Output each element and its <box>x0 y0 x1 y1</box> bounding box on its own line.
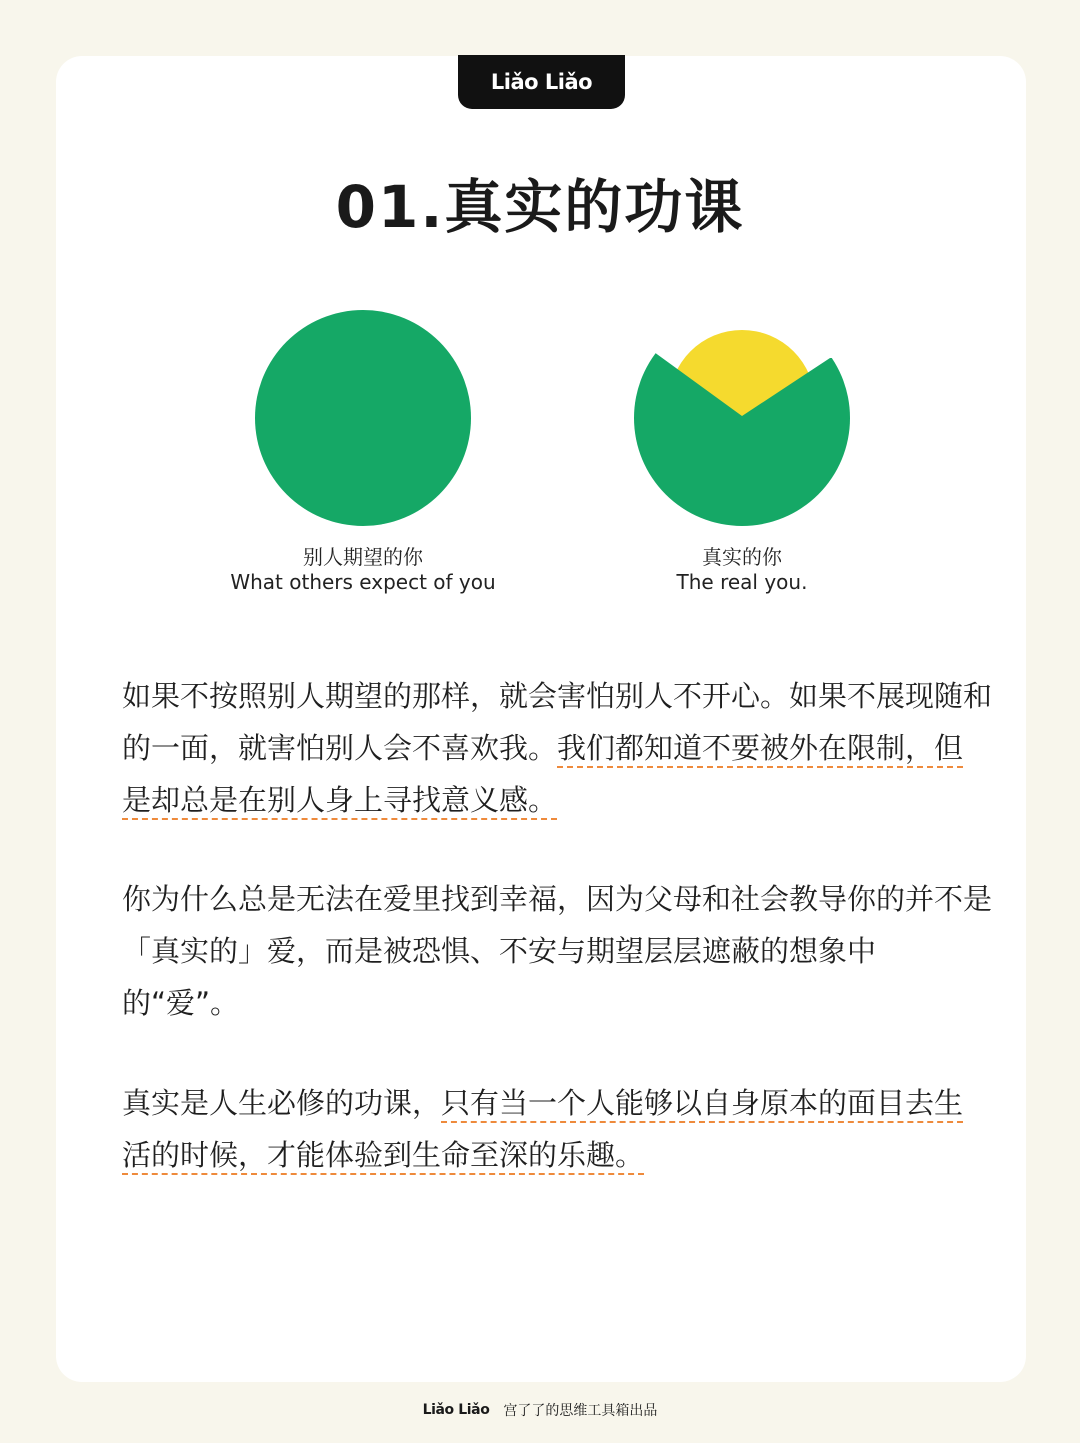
footer <box>0 1400 1080 1420</box>
paragraph-expectations <box>122 670 992 826</box>
footer-tagline: 宫了了的思维工具箱出品 <box>503 1403 658 1419</box>
expected-self-circle <box>255 310 471 526</box>
paragraph-authenticity-text: 真实是人生必修的功课， <box>122 1086 442 1120</box>
real-self-caption <box>572 545 912 595</box>
page-title: 01.真实的功课 <box>335 173 745 241</box>
brand-logo <box>458 55 625 109</box>
real-self-caption-en: The real you. <box>676 570 808 594</box>
paragraph-love: 你为什么总是无法在爱里找到幸福，因为父母和社会教导你的并不是「真实的」爱，而是被恐惧、不安与期望层层遮蔽的想象中的“爱”。 <box>122 882 993 1020</box>
footer-logo: Liǎo Liǎo <box>422 1402 490 1418</box>
paragraph-authenticity <box>122 1077 992 1181</box>
highlight-meaning: 我们都知道不要被外在限制，但是却总是在别人身上寻找意义感。 <box>122 731 963 820</box>
real-self-circle <box>634 310 850 526</box>
paragraph-expectations-text: 如果不按照别人期望的那样，就会害怕别人不开心。如果不展现随和的一面，就害怕别人会不喜欢我。 <box>122 679 993 765</box>
highlight-joy: 只有当一个人能够以自身原本的面目去生活的时候，才能体验到生命至深的乐趣。 <box>122 1086 963 1175</box>
expected-self-caption-cn: 别人期望的你 <box>303 545 423 569</box>
expected-self-green-disc <box>255 310 471 526</box>
expected-self-caption-en: What others expect of you <box>230 570 496 594</box>
brand-logo-text: Liǎo Liǎo <box>490 70 593 94</box>
real-self-caption-cn: 真实的你 <box>702 545 782 569</box>
expected-self-caption <box>193 545 533 595</box>
